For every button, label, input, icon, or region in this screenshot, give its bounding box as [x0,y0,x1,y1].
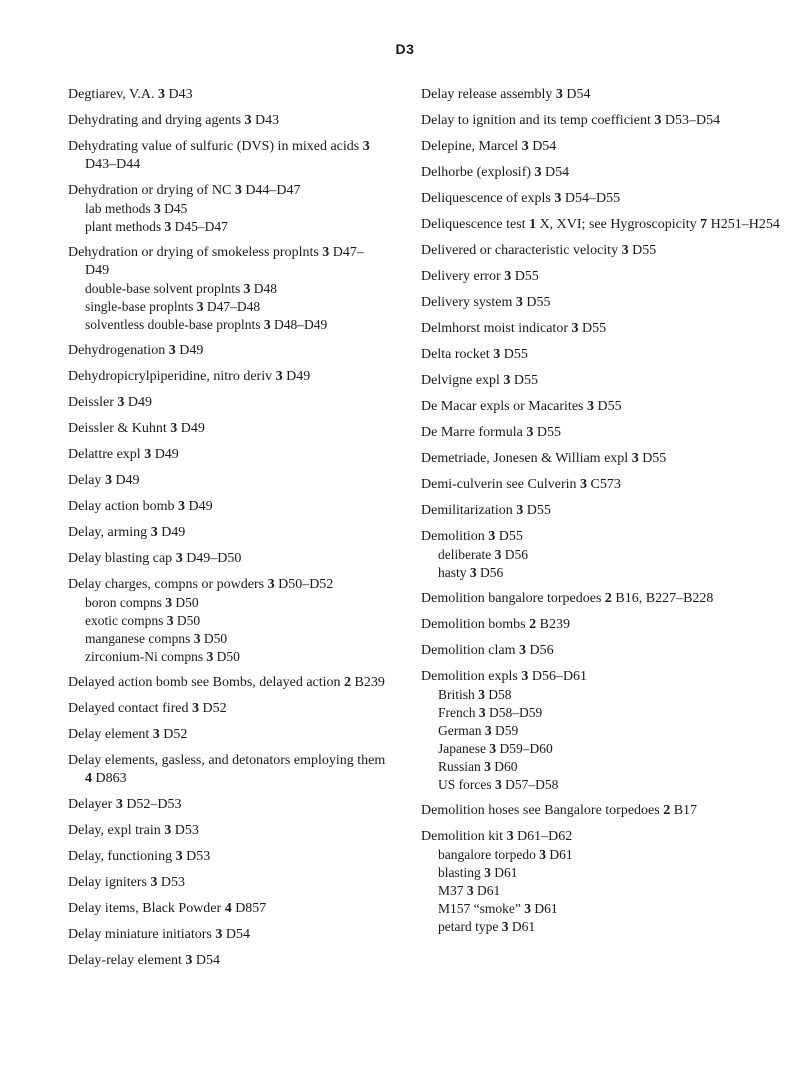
index-entry [68,138,388,174]
index-entry [68,524,388,542]
index-entry-heading: Delhorbe (explosif) 3 D54 [421,165,570,180]
index-entry-heading: Deissler & Kuhnt 3 D49 [68,421,205,436]
index-entry-heading: Demolition hoses see Bangalore torpedoes 2 B17 [421,803,698,818]
index-entry [421,828,781,936]
index-subentry: single-base proplnts 3 D47–D48 [85,299,261,314]
index-entry [421,424,781,442]
index-entry [421,476,781,494]
index-entry-heading: Dehydration or drying of NC 3 D44–D47 [68,183,301,198]
index-entry [68,796,388,814]
index-subentry: plant methods 3 D45–D47 [85,219,228,234]
index-entry-heading: Demolition bombs 2 B239 [421,617,570,632]
index-subentry: solventless double-base proplnts 3 D48–D49 [85,317,328,332]
index-subentry: deliberate 3 D56 [438,547,528,562]
index-entry-heading: Delay miniature initiators 3 D54 [68,927,250,942]
index-entry [421,164,781,182]
index-entry-heading: Demolition 3 D55 [421,529,523,544]
index-entry [421,294,781,312]
index-subentry: manganese compns 3 D50 [85,631,228,646]
index-subentry: M157 “smoke” 3 D61 [438,901,558,916]
index-entry-heading: Demilitarization 3 D55 [421,503,551,518]
index-entry [68,498,388,516]
index-entry [68,822,388,840]
index-entry-heading: Degtiarev, V.A. 3 D43 [68,87,193,102]
index-entry-heading: Dehydrogenation 3 D49 [68,343,204,358]
index-entry [68,472,388,490]
index-entry-heading: Delay 3 D49 [68,473,140,488]
index-subentry: M37 3 D61 [438,883,501,898]
index-entry [68,244,388,334]
index-entry-heading: Demolition clam 3 D56 [421,643,554,658]
index-entry-heading: Delayed contact fired 3 D52 [68,701,227,716]
right-index-column [421,86,781,944]
index-entry-heading: Dehydrating and drying agents 3 D43 [68,113,280,128]
index-entry-heading: Delay items, Black Powder 4 D857 [68,901,267,916]
index-entry-heading: Delay elements, gasless, and detonators employing them 4 D863 [68,753,386,786]
left-index-column [68,86,388,978]
index-entry [421,398,781,416]
index-entry-heading: Delay to ignition and its temp coefficient 3 D53–D54 [421,113,721,128]
index-entry [68,674,388,692]
index-subentry: lab methods 3 D45 [85,201,188,216]
index-entry [68,848,388,866]
index-entry-heading: Delay-relay element 3 D54 [68,953,221,968]
index-entry [421,802,781,820]
index-entry-heading: Delayed action bomb see Bombs, delayed action 2 B239 [68,675,385,690]
index-entry-heading: Delay blasting cap 3 D49–D50 [68,551,242,566]
index-entry [421,450,781,468]
index-entry [421,242,781,260]
index-entry [68,112,388,130]
index-subentry: zirconium-Ni compns 3 D50 [85,649,240,664]
index-entry [68,446,388,464]
index-entry-heading: Delay igniters 3 D53 [68,875,186,890]
index-entry [68,874,388,892]
index-entry [421,528,781,582]
index-entry-heading: Delay action bomb 3 D49 [68,499,213,514]
index-subentry: Japanese 3 D59–D60 [438,741,553,756]
index-subentry: British 3 D58 [438,687,512,702]
index-entry [421,216,781,234]
index-entry [68,182,388,236]
index-entry [421,112,781,130]
index-entry [68,550,388,568]
index-entry-heading: Demolition bangalore torpedoes 2 B16, B227–B228 [421,591,714,606]
index-entry-heading: Delay, functioning 3 D53 [68,849,211,864]
index-entry [421,616,781,634]
index-entry-heading: Delivered or characteristic velocity 3 D55 [421,243,657,258]
index-entry-heading: Delivery system 3 D55 [421,295,551,310]
index-entry [68,576,388,666]
index-subentry: US forces 3 D57–D58 [438,777,559,792]
index-entry-heading: Delay, arming 3 D49 [68,525,186,540]
index-subentry: boron compns 3 D50 [85,595,199,610]
index-entry-heading: Demi-culverin see Culverin 3 C573 [421,477,621,492]
index-entry [421,502,781,520]
index-entry-heading: Deliquescence of expls 3 D54–D55 [421,191,621,206]
index-entry [68,952,388,970]
index-entry-heading: Dehydrating value of sulfuric (DVS) in mixed acids 3 D43–D44 [68,139,370,172]
index-entry-heading: Delay release assembly 3 D54 [421,87,591,102]
index-entry-heading: Delepine, Marcel 3 D54 [421,139,557,154]
index-entry [421,190,781,208]
index-entry-heading: Demolition expls 3 D56–D61 [421,669,588,684]
index-subentry: double-base solvent proplnts 3 D48 [85,281,277,296]
index-entry-heading: Delay element 3 D52 [68,727,188,742]
index-entry [421,268,781,286]
index-entry [68,926,388,944]
index-entry [421,320,781,338]
index-entry-heading: Delattre expl 3 D49 [68,447,179,462]
page-header: D3 [395,41,415,57]
index-entry-heading: Delivery error 3 D55 [421,269,539,284]
index-entry [68,86,388,104]
index-entry-heading: Delay, expl train 3 D53 [68,823,199,838]
index-subentry: German 3 D59 [438,723,519,738]
index-entry [421,668,781,794]
index-entry [421,86,781,104]
index-entry [68,420,388,438]
index-entry [68,394,388,412]
index-entry [68,700,388,718]
index-entry-heading: Deissler 3 D49 [68,395,153,410]
index-entry [421,372,781,390]
index-subentry: French 3 D58–D59 [438,705,543,720]
index-entry [421,642,781,660]
index-entry [68,342,388,360]
index-entry [68,752,388,788]
index-entry-heading: Deliquescence test 1 X, XVI; see Hygroscopicity 7 H251–H254 [421,217,780,232]
index-entry-heading: Delta rocket 3 D55 [421,347,528,362]
index-entry-heading: Dehydropicrylpiperidine, nitro deriv 3 D49 [68,369,311,384]
index-entry-heading: Demolition kit 3 D61–D62 [421,829,573,844]
index-entry-heading: Dehydration or drying of smokeless proplnts 3 D47–D49 [68,245,364,278]
index-entry [68,900,388,918]
index-entry-heading: Delmhorst moist indicator 3 D55 [421,321,607,336]
index-entry [421,346,781,364]
index-subentry: hasty 3 D56 [438,565,504,580]
index-entry-heading: Delay charges, compns or powders 3 D50–D52 [68,577,334,592]
index-entry [68,368,388,386]
index-entry-heading: De Macar expls or Macarites 3 D55 [421,399,622,414]
index-entry-heading: Delvigne expl 3 D55 [421,373,539,388]
index-subentry: blasting 3 D61 [438,865,518,880]
index-subentry: exotic compns 3 D50 [85,613,201,628]
index-subentry: petard type 3 D61 [438,919,536,934]
index-entry-heading: De Marre formula 3 D55 [421,425,561,440]
index-subentry: bangalore torpedo 3 D61 [438,847,573,862]
index-entry [68,726,388,744]
index-entry-heading: Delayer 3 D52–D53 [68,797,182,812]
index-entry-heading: Demetriade, Jonesen & William expl 3 D55 [421,451,667,466]
index-entry [421,590,781,608]
index-subentry: Russian 3 D60 [438,759,518,774]
index-entry [421,138,781,156]
